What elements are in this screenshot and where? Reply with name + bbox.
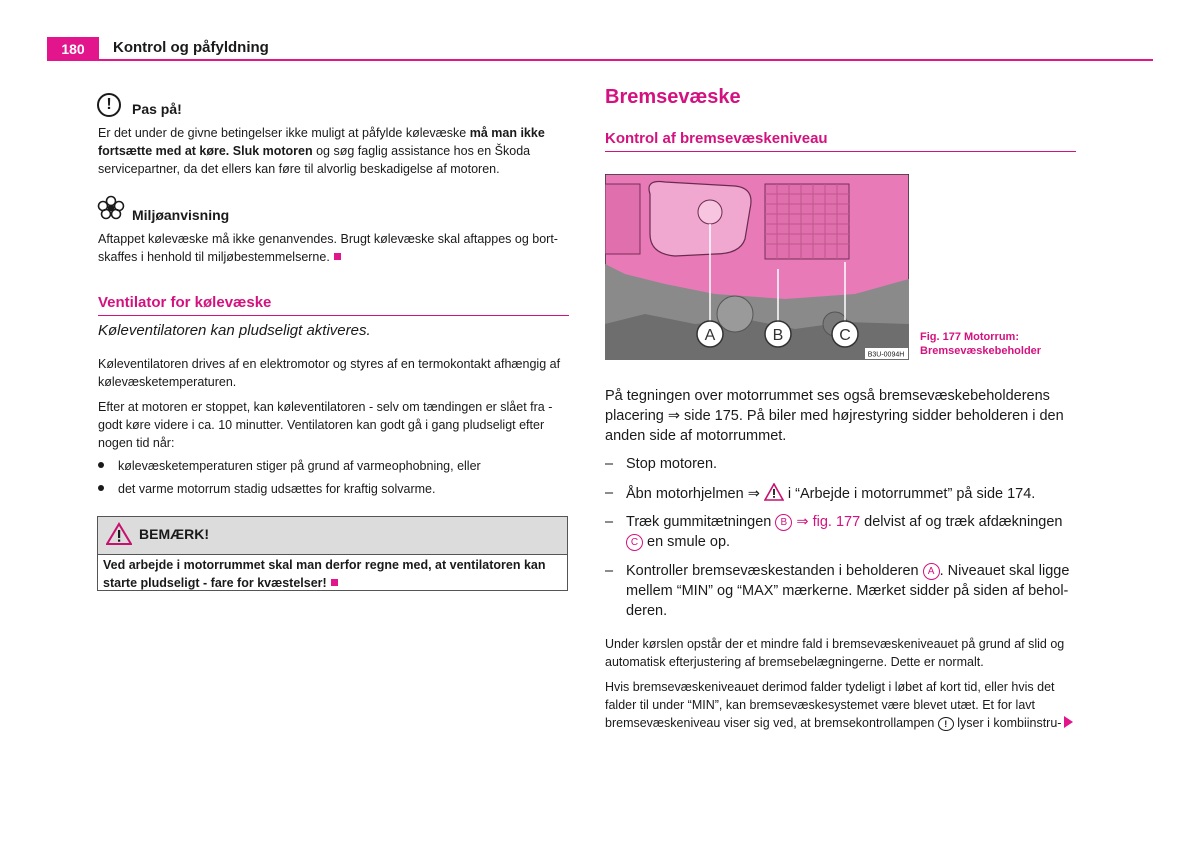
end-square-icon bbox=[334, 253, 341, 260]
step-text-part: . Niveauet skal ligge mellem “MIN” og “MAX” mærkerne. Mærket sidder på siden af behol-deren. bbox=[626, 563, 1070, 619]
warning-triangle-icon bbox=[764, 483, 784, 501]
environment-title: Miljøanvisning bbox=[132, 207, 230, 223]
step-text bbox=[626, 483, 1077, 504]
ventilator-intro: Køleventilatoren kan pludseligt aktiveres. bbox=[98, 322, 371, 339]
step-dash: – bbox=[605, 563, 614, 579]
notice-header bbox=[98, 517, 567, 555]
step-text-part: Kontroller bremsevæskestanden i beholderen bbox=[626, 563, 923, 579]
caution-text bbox=[98, 124, 568, 178]
label-c-circle-icon: C bbox=[626, 534, 643, 551]
label-a-circle-icon: A bbox=[923, 563, 940, 580]
caution-title: Pas på! bbox=[132, 101, 182, 117]
header-rule bbox=[47, 59, 1153, 61]
figure-code: B3U-0094H bbox=[867, 351, 905, 359]
ventilator-rule bbox=[98, 315, 569, 316]
step-text bbox=[626, 512, 1077, 552]
brake-paragraph-2 bbox=[605, 678, 1077, 732]
notice-title: BEMÆRK! bbox=[139, 526, 209, 542]
label-b-circle-icon: B bbox=[775, 514, 792, 531]
list-item bbox=[98, 457, 568, 475]
figure-label-b: B bbox=[772, 327, 784, 344]
flower-icon bbox=[97, 195, 125, 221]
warning-triangle-icon bbox=[106, 522, 132, 546]
step-text-part: Åbn motorhjelmen ⇒ bbox=[626, 486, 764, 502]
figure-caption-line-2: Bremsevæskebeholder bbox=[920, 345, 1042, 357]
bullet-icon bbox=[98, 462, 104, 468]
figure-caption-line-1: Fig. 177 Motorrum: bbox=[920, 331, 1020, 343]
brake-paragraph-2-part: Hvis bremsevæskeniveauet derimod falder tydeligt i løbet af kort tid, eller hvis det falder til under “MIN”, kan bremsevæskesystemet være blevet utæt. Et for lavt bremsevæskeniveau viser sig ved, at bremsekontrollampen bbox=[605, 680, 1055, 730]
caution-text-part: Er det under de givne betingelser ikke muligt at påfylde kølevæske bbox=[98, 126, 470, 140]
ventilator-paragraph-1: Køleventilatoren drives af en elektromotor og styres af en termokontakt afhængig af kølevæsketemperaturen. bbox=[98, 357, 561, 389]
ventilator-heading: Ventilator for kølevæske bbox=[98, 294, 272, 311]
brake-subheading: Kontrol af bremsevæskeniveau bbox=[605, 130, 828, 147]
step-item bbox=[605, 454, 1077, 474]
step-dash: – bbox=[605, 456, 614, 472]
list-item-text: kølevæsketemperaturen stiger på grund af varmeophobning, eller bbox=[118, 459, 481, 473]
chapter-title: Kontrol og påfyldning bbox=[113, 39, 269, 56]
step-text-part: Træk gummitætningen bbox=[626, 514, 776, 530]
continue-arrow-icon bbox=[1064, 716, 1073, 728]
engine-bay-figure bbox=[605, 174, 909, 360]
ventilator-paragraph-2: Efter at motoren er stoppet, kan køleventilatoren - selv om tændingen er slået fra - godt køre videre i ca. 10 minutter. Ventilatoren kan godt gå i gang pludseligt efter nogen tid når: bbox=[98, 400, 553, 450]
brake-intro: På tegningen over motorrummet ses også bremsevæskebeholderens placering ⇒ side 175. På biler med højrestyring sidder beholderen i den anden side af motorrummet. bbox=[605, 388, 1064, 444]
step-text: Stop motoren. bbox=[626, 456, 718, 472]
caution-text-part: og søg faglig assistance hos en Škoda servicepartner, da det ellers kan føre til alvorlig beskadigelse af motoren. bbox=[98, 144, 531, 176]
notice-box bbox=[97, 516, 568, 591]
step-text bbox=[626, 561, 1077, 621]
step-text-part: en smule op. bbox=[643, 534, 731, 550]
list-item-text: det varme motorrum stadig udsættes for kraftig solvarme. bbox=[118, 482, 436, 496]
step-text-part: i “Arbejde i motorrummet” på side 174. bbox=[783, 486, 1036, 502]
brake-subheading-rule bbox=[605, 151, 1076, 152]
figure-label-a: A bbox=[704, 327, 716, 344]
step-dash: – bbox=[605, 485, 614, 501]
step-dash: – bbox=[605, 514, 614, 530]
figure-label-c: C bbox=[839, 327, 851, 344]
page-number: 180 bbox=[47, 37, 99, 61]
figure-link[interactable]: ⇒ fig. 177 bbox=[796, 514, 861, 530]
notice-text-body: Ved arbejde i motorrummet skal man derfor regne med, at ventilatoren kan starte pludseligt - fare for kvæstelser! bbox=[103, 558, 546, 590]
caution-text-bold: må man ikke fortsætte med at køre. Sluk motoren bbox=[98, 126, 545, 158]
brake-paragraph-1: Under kørslen opstår der et mindre fald i bremsevæskeniveauet på grund af slid og automatisk efterjustering af bremsebelægningerne. Dette er normalt. bbox=[605, 637, 1065, 669]
exclamation-circle-icon: ! bbox=[97, 93, 121, 117]
bullet-icon bbox=[98, 485, 104, 491]
step-item bbox=[605, 512, 1077, 552]
step-item bbox=[605, 561, 1077, 621]
brake-heading: Bremsevæske bbox=[605, 86, 741, 108]
end-square-icon bbox=[331, 579, 338, 586]
brake-paragraph-2-part: lyser i kombiinstru- bbox=[953, 716, 1062, 730]
figure-caption bbox=[920, 330, 1041, 358]
step-text-part: delvist af og træk afdækningen bbox=[860, 514, 1063, 530]
environment-text bbox=[98, 230, 568, 266]
step-item bbox=[605, 483, 1077, 504]
brake-lamp-icon: ! bbox=[938, 717, 954, 731]
notice-text bbox=[103, 556, 565, 592]
list-item bbox=[98, 480, 568, 498]
environment-text-body: Aftappet kølevæske må ikke genanvendes. Brugt kølevæske skal aftappes og bort-skaffes i henhold til miljøbestemmelserne. bbox=[98, 232, 558, 264]
